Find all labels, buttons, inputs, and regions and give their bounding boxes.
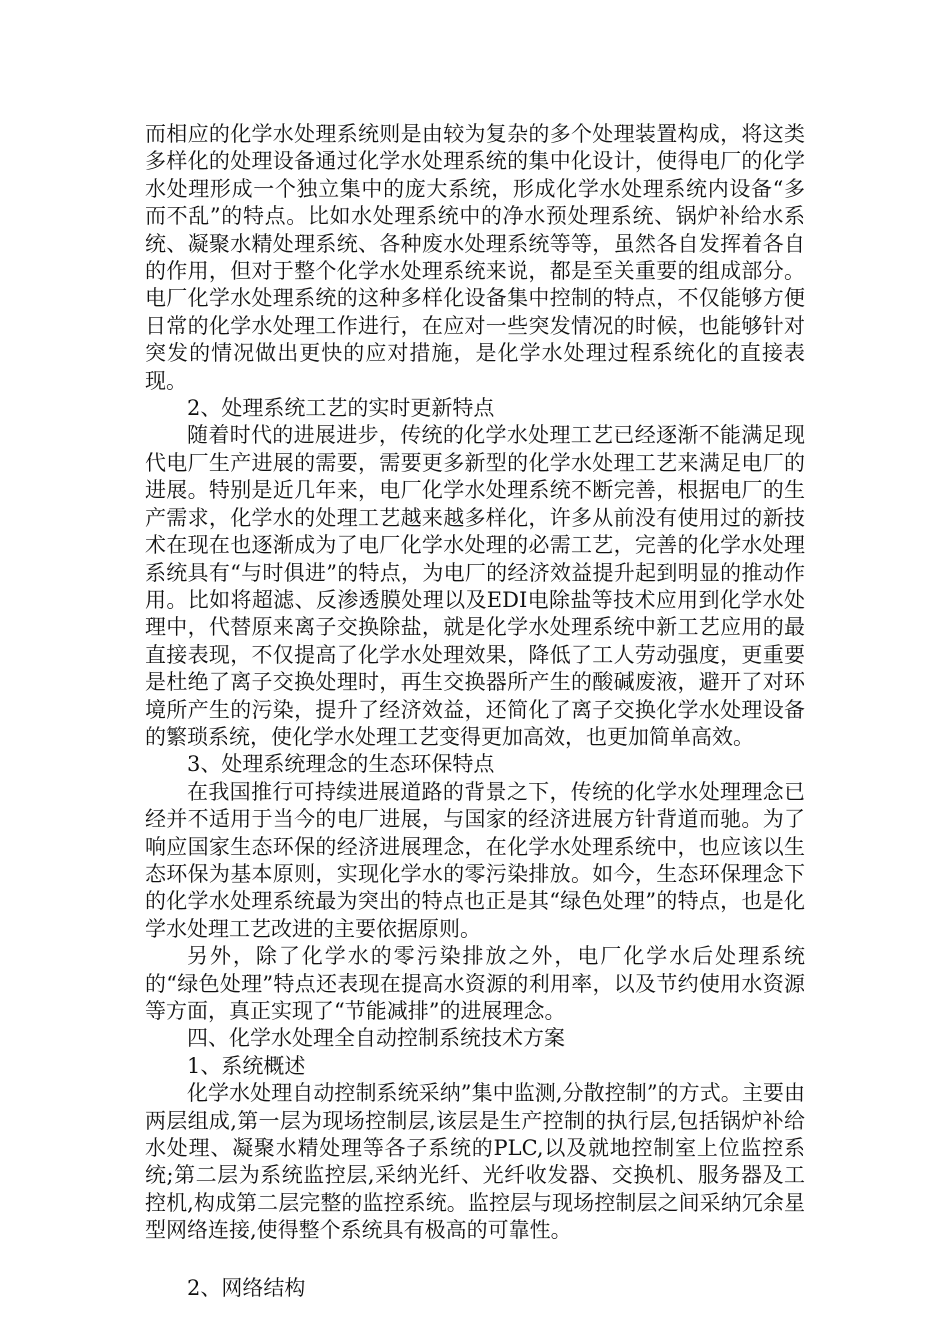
paragraph-process-update: 随着时代的进展进步，传统的化学水处理工艺已经逐渐不能满足现代电厂生产进展的需要，需要更多新型的化学水处理工艺来满足电厂的进展。特别是近几年来，电厂化学水处理系统不断完善，根据电厂的生产需求，化学水的处理工艺越来越多样化，许多从前没有使用过的新技术在现在也逐渐成为了电厂化学水处理的必需工艺，完善的化学水处理系统具有“与时俱进”的特点，为电厂的经济效益提升起到明显的推动作用。比如将超滤、反渗透膜处理以及EDI电除盐等技术应用到化学水处理中，代替原来离子交换除盐，就是化学水处理系统中新工艺应用的最直接表现，不仅提高了化学水处理效果，降低了工人劳动强度，更重要是杜绝了离子交换处理时，再生交换器所产生的酸碱废液，避开了对环境所产生的污染，提升了经济效益，还简化了离子交换化学水处理设备的繁琐系统，使化学水处理工艺变得更加高效，也更加简单高效。 <box>145 423 805 749</box>
paragraph-water-system-diversity: 而相应的化学水处理系统则是由较为复杂的多个处理装置构成，将这类多样化的处理设备通过化学水处理系统的集中化设计，使得电厂的化学水处理形成一个独立集中的庞大系统，形成化学水处理系统内设备“多而不乱”的特点。比如水处理系统中的净水预处理系统、锅炉补给水系统、凝聚水精处理系统、各种废水处理系统等等，虽然各自发挥着各自的作用，但对于整个化学水处理系统来说，都是至关重要的组成部分。电厂化学水处理系统的这种多样化设备集中控制的特点，不仅能够方便日常的化学水处理工作进行，在应对一些突发情况的时候，也能够针对突发的情况做出更快的应对措施，是化学水处理过程系统化的直接表现。 <box>145 122 805 393</box>
chapter-heading-auto-control: 四、化学水处理全自动控制系统技术方案 <box>187 1026 565 1051</box>
paragraph-system-overview: 化学水处理自动控制系统采纳”集中监测,分散控制”的方式。主要由两层组成,第一层为现场控制层,该层是生产控制的执行层,包括锅炉补给水处理、凝聚水精处理等各子系统的PLC,以及就地控制室上位监控系统;第二层为系统监控层,采纳光纤、光纤收发器、交换机、服务器及工控机,构成第二层完整的监控系统。监控层与现场控制层之间采纳冗余星型网络连接,使得整个系统具有极高的可靠性。 <box>145 1081 805 1243</box>
section-heading-process-update: 2、处理系统工艺的实时更新特点 <box>187 396 495 421</box>
paragraph-green-treatment: 另外，除了化学水的零污染排放之外，电厂化学水后处理系统的“绿色处理”特点还表现在提高水资源的利用率，以及节约使用水资源等方面，真正实现了“节能减排”的进展理念。 <box>145 944 805 1023</box>
section-heading-system-overview: 1、系统概述 <box>187 1053 306 1078</box>
section-heading-network-structure: 2、网络结构 <box>187 1275 306 1300</box>
document-page <box>145 121 805 1302</box>
paragraph-spacer <box>145 1245 805 1275</box>
paragraph-eco-concept: 在我国推行可持续进展道路的背景之下，传统的化学水处理理念已经并不适用于当今的电厂进展，与国家的经济进展方针背道而驰。为了响应国家生态环保的经济进展理念，在化学水处理系统中，也应该以生态环保为基本原则，实现化学水的零污染排放。如今，生态环保理念下的化学水处理系统最为突出的特点也正是其“绿色处理”的特点，也是化学水处理工艺改进的主要依据原则。 <box>145 779 805 941</box>
section-heading-eco-concept: 3、处理系统理念的生态环保特点 <box>187 752 495 777</box>
